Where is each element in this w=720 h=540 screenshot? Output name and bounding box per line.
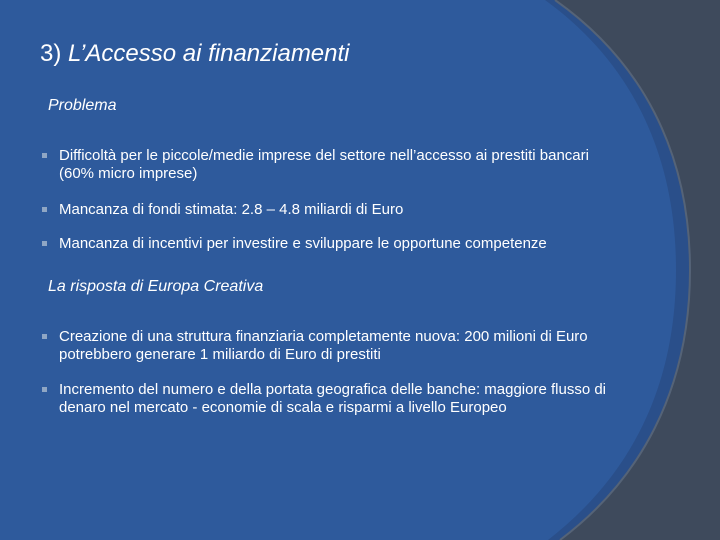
bullet-item [42, 328, 622, 364]
section-heading-problema: Problema [48, 97, 117, 114]
bullet-square-icon [42, 153, 47, 158]
bullet-text: Creazione di una struttura finanziaria completamente nuova: 200 milioni di Euro potrebbero generare 1 miliardo di Euro di prestiti [59, 328, 588, 363]
bullet-item [42, 147, 622, 183]
slide-title [40, 40, 350, 68]
section-heading-risposta: La risposta di Europa Creativa [48, 278, 264, 295]
bullet-item [42, 381, 622, 417]
title-text: L’Accesso ai finanziamenti [68, 40, 350, 67]
bullet-text: Difficoltà per le piccole/medie imprese del settore nell’accesso ai prestiti bancari (60% micro imprese) [59, 147, 589, 182]
bullet-text: Mancanza di fondi stimata: 2.8 – 4.8 miliardi di Euro [59, 201, 404, 218]
bullet-text: Incremento del numero e della portata geografica delle banche: maggiore flusso di denaro nel mercato - economie di scala e risparmi a livello Europeo [59, 381, 607, 416]
bullet-item [42, 235, 622, 253]
bullet-square-icon [42, 387, 47, 392]
bullet-square-icon [42, 334, 47, 339]
title-number: 3) [40, 40, 62, 67]
bullet-text: Mancanza di incentivi per investire e sviluppare le opportune competenze [59, 235, 547, 252]
bullet-square-icon [42, 241, 47, 246]
bullet-item [42, 201, 622, 219]
bullet-square-icon [42, 207, 47, 212]
